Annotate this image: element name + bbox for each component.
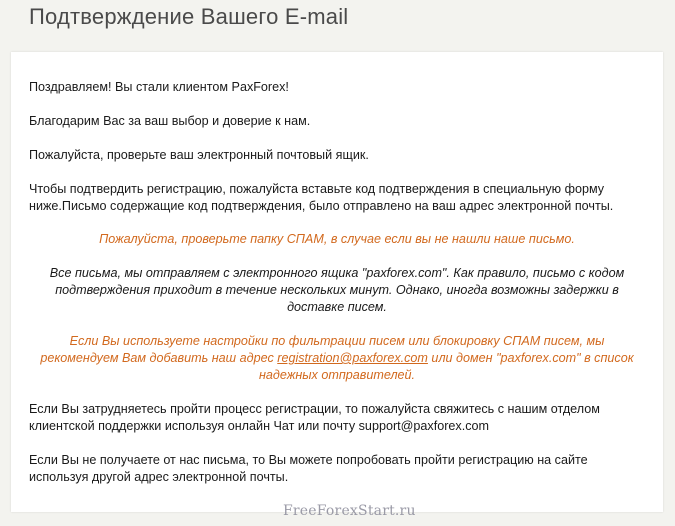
congrats-text: Поздравляем! Вы стали клиентом PaxForex! [29, 80, 289, 94]
page-title: Подтверждение Вашего E-mail [29, 4, 349, 29]
check-mailbox-text: Пожалуйста, проверьте ваш электронный почтовый ящик. [29, 148, 369, 162]
thanks-text: Благодарим Вас за ваш выбор и доверие к нам. [29, 114, 311, 128]
filter-notice [29, 333, 645, 384]
filter-text-end: или домен "paxforex.com" в список надежных отправителей. [258, 351, 634, 382]
message-content [29, 79, 645, 503]
registration-email-link[interactable]: registration@paxforex.com [277, 351, 428, 365]
filter-text-start: Если Вы используете настройки по фильтрации писем или блокировку СПАМ писем, мы рекомендуем Вам добавить наш адрес [40, 334, 605, 365]
spam-notice: Пожалуйста, проверьте папку СПАМ, в случае если вы не нашли наше письмо. [99, 232, 575, 246]
watermark: FreeForexStart.ru [283, 503, 416, 519]
support-text: Если Вы затрудняетесь пройти процесс регистрации, то пожалуйста свяжитесь с нашим отделом клиентской поддержки используя онлайн Чат или почту support@paxforex.com [29, 402, 600, 433]
confirmation-card [11, 52, 663, 512]
alt-email-text: Если Вы не получаете от нас письма, то Вы можете попробовать пройти регистрацию на сайте используя другой адрес электронной почты. [29, 453, 588, 484]
instructions-text: Чтобы подтвердить регистрацию, пожалуйста вставьте код подтверждения в специальную форму ниже.Письмо содержащие код подтверждения, было отправлено на ваш адрес электронной почты. [29, 182, 614, 213]
sender-info: Все письма, мы отправляем с электронного ящика "paxforex.com". Как правило, письмо с кодом подтверждения приходит в течение нескольких минут. Однако, иногда возможны задержки в доставке писем. [49, 266, 625, 314]
